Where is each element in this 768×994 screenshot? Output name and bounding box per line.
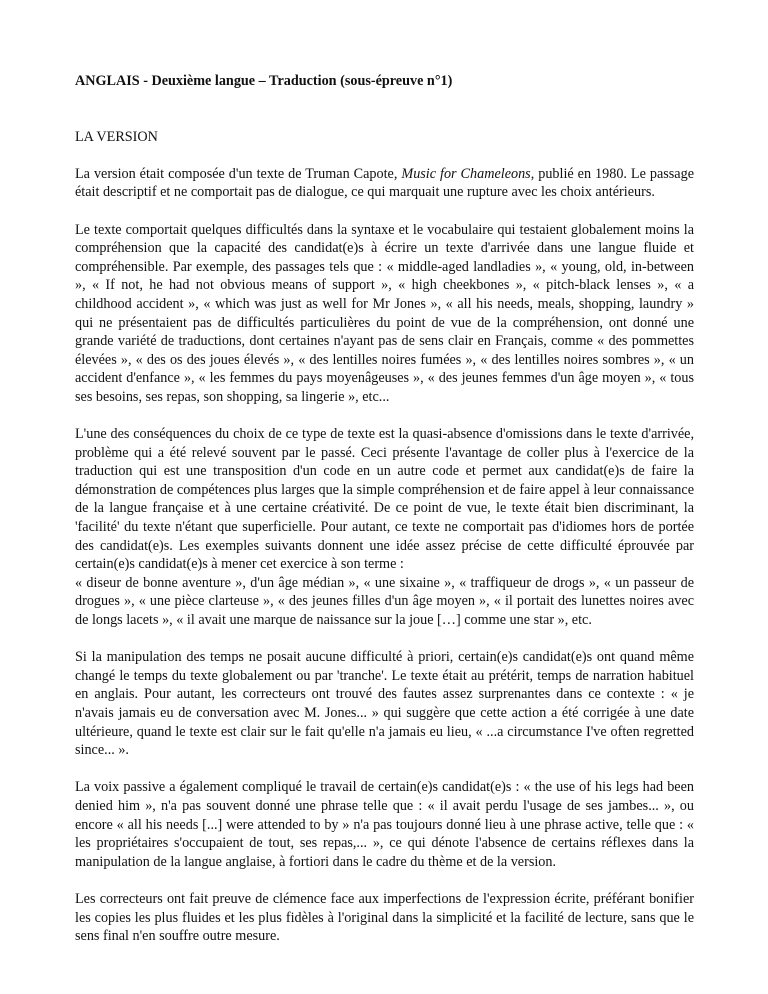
paragraph-tenses: Si la manipulation des temps ne posait aucune difficulté à priori, certain(e)s candidat(e)s ont quand même changé le temps du texte globalement ou par 'tranche'. Le texte était au prétérit, temps de narration habituel en anglais. Pour autant, les correcteurs ont trouvé des fautes assez surprenantes dans ce contexte : « je n'avais jamais eu de conversation avec M. Jones... » qui suggère que cette action a été corrigée à une date ultérieure, quand le texte est clair sur le fait qu'elle n'a jamais eu lieu, « ...a circumstance I've often regretted since... ». <box>75 649 694 759</box>
paragraph-difficulties: Le texte comportait quelques difficultés dans la syntaxe et le vocabulaire qui testaient globalement moins la compréhension que la capacité des candidat(e)s à écrire un texte d'arrivée dans une langue fluide et compréhensible. Par exemple, des passages tels que : « middle-aged landladies », « young, old, in-between », « If not, he had not obvious means of support », « high cheekbones », « pitch-black lenses », « a childhood accident », « which was just as well for Mr Jones », « all his needs, meals, shopping, laundry » qui ne présentaient pas de difficultés particulières du point de vue de la compréhension, ont donné une grande variété de traductions, dont certaines n'ayant pas de sens clair en Français, comme « des pommettes élevées », « des os des joues élevés », « des lentilles noires fumées », « des lentilles noires sombres », « un accident d'enfance », « les femmes du pays moyenâgeuses », « des jeunes femmes d'un âge moyen », « tous ses besoins, ses repas, son shopping, sa lingerie », etc... <box>75 221 694 405</box>
document-title: ANGLAIS - Deuxième langue – Traduction (sous-épreuve n°1) <box>75 73 453 89</box>
paragraph-conclusion: Les correcteurs ont fait preuve de clémence face aux imperfections de l'expression écrite, préférant bonifier les copies les plus fluides et les plus fidèles à l'original dans la simplicité et la facilité de lecture, sans que le sens final n'en souffre outre mesure. <box>75 890 694 945</box>
paragraph-passive-voice: La voix passive a également compliqué le travail de certain(e)s candidat(e)s : « the use of his legs had been denied him », n'a pas souvent donné une phrase telle que : « il avait perdu l'usage de ses jambes... », ou encore « all his needs [...] were attended to by » n'a pas toujours donné lieu à une phrase active, telle que : « les propriétaires s'occupaient de tout, ses repas,... », ce qui dénote l'absence de certains réflexes dans la manipulation de la langue anglaise, à fortiori dans le cadre du thème et de la version. <box>75 779 694 870</box>
book-title: Music for Chameleons <box>401 165 531 182</box>
paragraph-intro-text-end: , publié en 1980. Le passage était descriptif et ne comportait pas de dialogue, ce qui marquait une rupture avec les choix antérieurs. <box>75 165 694 201</box>
paragraph-intro-text-start: La version était composée d'un texte de Truman Capote, <box>75 165 402 182</box>
section-title: LA VERSION <box>75 128 158 145</box>
paragraph-examples: « diseur de bonne aventure », d'un âge médian », « une sixaine », « traffiqueur de drogs », « un passeur de drogues », « une pièce clarteuse », « des jeunes filles d'un âge moyen », « il portait des lunettes noires avec de longs lacets », « il avait une marque de naissance sur la joue […] comme une star », etc. <box>75 574 694 629</box>
paragraph-omissions: L'une des conséquences du choix de ce type de texte est la quasi-absence d'omissions dans le texte d'arrivée, problème qui a été relevé souvent par le passé. Ceci présente l'avantage de coller plus à l'exercice de la traduction qui est une transposition d'un code en un autre code et permet aux candidat(e)s de faire la démonstration de compétences plus larges que la simple compréhension et de faire appel à leur connaissance de la langue française et à une certaine créativité. De ce point de vue, le texte était bien discriminant, la 'facilité' du texte n'étant que superficielle. Pour autant, ce texte ne comportait pas d'idiomes hors de portée des candidat(e)s. Les exemples suivants donnent une idée assez précise de cette difficulté éprouvée par certain(e)s candidat(e)s à mener cet exercice à son terme : <box>75 426 694 573</box>
paragraph-intro <box>75 165 694 202</box>
